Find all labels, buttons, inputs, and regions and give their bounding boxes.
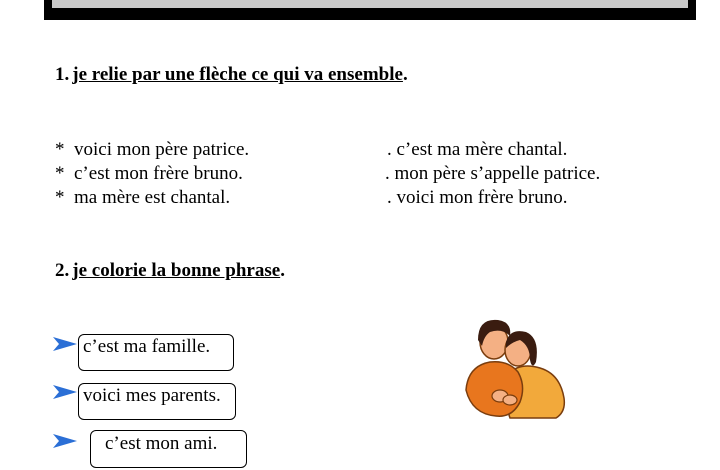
bullet-star: * bbox=[55, 187, 65, 208]
right-sentence-1: . c’est ma mère chantal. bbox=[387, 139, 568, 160]
arrow-bullet-icon bbox=[52, 384, 78, 400]
exercise-1-instruction: je relie par une flèche ce qui va ensemble bbox=[72, 64, 403, 85]
arrow-bullet-icon bbox=[52, 433, 78, 449]
exercise-2-period: . bbox=[280, 260, 285, 281]
bullet-star: * bbox=[55, 139, 65, 160]
exercise-1-heading bbox=[55, 64, 408, 86]
phrase-option-1[interactable] bbox=[78, 334, 234, 371]
arrow-bullet-icon bbox=[52, 336, 78, 352]
couple-clipart-icon bbox=[460, 312, 572, 420]
exercise-2-instruction: je colorie la bonne phrase bbox=[72, 260, 281, 281]
phrase-option-2-text: voici mes parents. bbox=[83, 385, 221, 406]
phrase-option-3[interactable] bbox=[90, 430, 247, 468]
header-frame bbox=[44, 0, 696, 20]
right-sentence-2: . mon père s’appelle patrice. bbox=[385, 163, 601, 184]
exercise-2-heading bbox=[55, 260, 285, 282]
left-sentence-3: ma mère est chantal. bbox=[74, 187, 231, 208]
phrase-option-1-text: c’est ma famille. bbox=[83, 336, 211, 357]
right-sentence-3: . voici mon frère bruno. bbox=[387, 187, 568, 208]
left-sentence-1: voici mon père patrice. bbox=[74, 139, 250, 160]
phrase-option-3-text: c’est mon ami. bbox=[105, 433, 218, 454]
exercise-1-period: . bbox=[402, 64, 408, 85]
header-band bbox=[52, 0, 688, 8]
left-sentence-2: c’est mon frère bruno. bbox=[74, 163, 243, 184]
bullet-star: * bbox=[55, 163, 65, 184]
exercise-1-number: 1. bbox=[55, 64, 70, 85]
exercise-2-number: 2. bbox=[55, 260, 70, 281]
phrase-option-2[interactable] bbox=[78, 383, 236, 420]
